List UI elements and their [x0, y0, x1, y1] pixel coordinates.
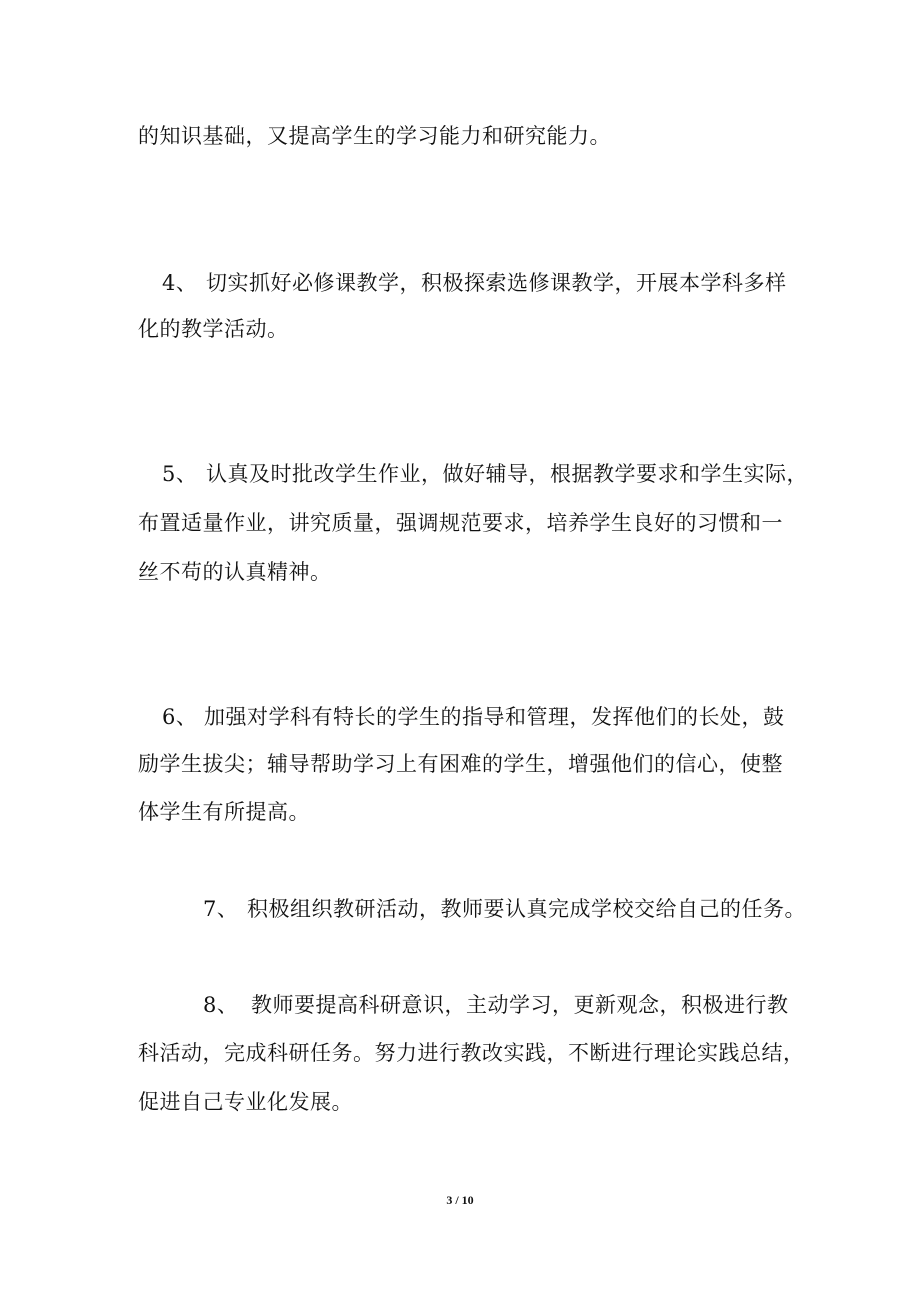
list-item-8-line-1 — [203, 992, 789, 1018]
list-item-text: 化的教学活动。 — [138, 317, 289, 341]
list-item-text: 加强对学科有特长的学生的指导和管理，发挥他们的长处，鼓 — [204, 705, 785, 729]
list-item-text: 教师要提高科研意识，主动学习，更新观念，积极进行教 — [251, 993, 789, 1017]
list-item-text: 切实抓好必修课教学，积极探索选修课教学，开展本学科多样 — [206, 271, 787, 295]
list-item-6-line-1 — [162, 704, 785, 730]
list-item-number: 6、 — [162, 705, 198, 729]
list-item-7-line-1 — [203, 896, 806, 922]
list-item-text: 丝不苟的认真精神。 — [138, 560, 332, 584]
list-item-text: 促进自己专业化发展。 — [138, 1090, 353, 1114]
list-item-text: 科活动，完成科研任务。努力进行教改实践，不断进行理论实践总结， — [138, 1041, 805, 1065]
paragraph-text: 的知识基础，又提高学生的学习能力和研究能力。 — [138, 124, 611, 148]
list-item-text: 励学生拔尖；辅导帮助学习上有困难的学生，增强他们的信心，使整 — [138, 752, 783, 776]
list-item-text: 认真及时批改学生作业，做好辅导，根据教学要求和学生实际， — [206, 462, 808, 486]
list-item-number: 4、 — [162, 271, 198, 295]
paragraph-continuation — [138, 123, 611, 149]
list-item-8-line-3 — [138, 1089, 353, 1115]
list-item-5-line-2 — [138, 510, 783, 536]
list-item-5-line-3 — [138, 559, 332, 585]
list-item-6-line-2 — [138, 751, 783, 777]
list-item-4-line-2 — [138, 316, 289, 342]
list-item-5-line-1 — [162, 461, 808, 487]
list-item-8-line-2 — [138, 1040, 805, 1066]
list-item-4-line-1 — [162, 270, 787, 296]
list-item-text: 积极组织教研活动，教师要认真完成学校交给自己的任务。 — [247, 897, 806, 921]
list-item-6-line-3 — [138, 799, 310, 825]
list-item-number: 8、 — [203, 993, 239, 1017]
list-item-number: 7、 — [203, 897, 239, 921]
page-number: 3 / 10 — [446, 1193, 474, 1207]
list-item-number: 5、 — [162, 462, 198, 486]
list-item-text: 体学生有所提高。 — [138, 800, 310, 824]
list-item-text: 布置适量作业，讲究质量，强调规范要求，培养学生良好的习惯和一 — [138, 511, 783, 535]
